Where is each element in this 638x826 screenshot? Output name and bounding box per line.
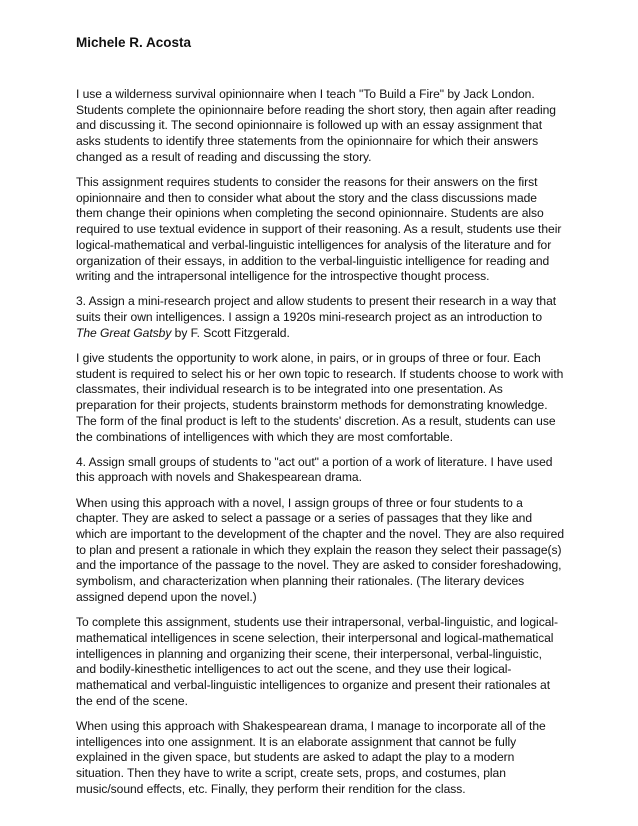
- paragraph-4: I give students the opportunity to work alone, in pairs, or in groups of three or four. Each student is required to select his or her own topic to research. If students choose to work with classmates, their individual research is to be integrated into one presentation. As preparation for their projects, students brainstorm methods for demonstrating knowledge. The form of the final product is left to the students' discretion. As a result, students can use the combinations of intelligences with which they are most comfortable.: [76, 351, 564, 444]
- paragraph-3: [76, 294, 564, 341]
- paragraph-5: 4. Assign small groups of students to "act out" a portion of a work of literature. I have used this approach with novels and Shakespearean drama.: [76, 454, 553, 485]
- paragraph-2: This assignment requires students to consider the reasons for their answers on the first opinionnaire and then to consider what about the story and the class discussions made them change their opinions when completing the second opinionnaire. Students are also required to use textual evidence in support of their reasoning. As a result, students use their logical-mathematical and verbal-linguistic intelligences for analysis of the literature and for organization of their essays, in addition to the verbal-linguistic intelligence for reading and writing and the intrapersonal intelligence for the introspective thought process.: [76, 175, 562, 284]
- paragraph-3-text-after: by F. Scott Fitzgerald.: [171, 325, 290, 340]
- paragraph-7: To complete this assignment, students use their intrapersonal, verbal-linguistic, and logical-mathematical intelligences in scene selection, their interpersonal and logical-mathematical intelligences in planning and organizing their scene, their interpersonal, verbal-linguistic, and bodily-kinesthetic intelligences to act out the scene, and they use their logical-mathematical and verbal-linguistic intelligences to organize and present their rationales at the end of the scene.: [76, 615, 558, 708]
- paragraph-3-text-before: 3. Assign a mini-research project and allow students to present their research in a way that suits their own intelligences. I assign a 1920s mini-research project as an introduction to: [76, 294, 557, 325]
- document-page: [76, 34, 564, 807]
- paragraph-6: When using this approach with a novel, I assign groups of three or four students to a chapter. They are asked to select a passage or a series of passages that they like and which are important to the development of the chapter and the novel. They are also required to plan and present a rationale in which they explain the reason they select their passage(s) and the importance of the passage to the novel. They are asked to consider foreshadowing, symbolism, and characterization when planning their rationales. (The literary devices assigned depend upon the novel.): [76, 495, 565, 604]
- book-title-great-gatsby: The Great Gatsby: [76, 325, 172, 340]
- paragraph-8: When using this approach with Shakespearean drama, I manage to incorporate all of the intelligences into one assignment. It is an elaborate assignment that cannot be fully explained in the given space, but students are asked to adapt the play to a modern situation. Then they have to write a script, create sets, props, and costumes, plan music/sound effects, etc. Finally, they perform their rendition for the class.: [76, 718, 546, 796]
- author-name: Michele R. Acosta: [76, 35, 192, 50]
- paragraph-1: I use a wilderness survival opinionnaire when I teach "To Build a Fire" by Jack London. Students complete the opinionnaire before reading the short story, then again after reading and discussing it. The second opinionnaire is followed up with an essay assignment that asks students to identify three statements from the opinionnaire for which their answers changed as a result of reading and discussing the story.: [76, 87, 556, 164]
